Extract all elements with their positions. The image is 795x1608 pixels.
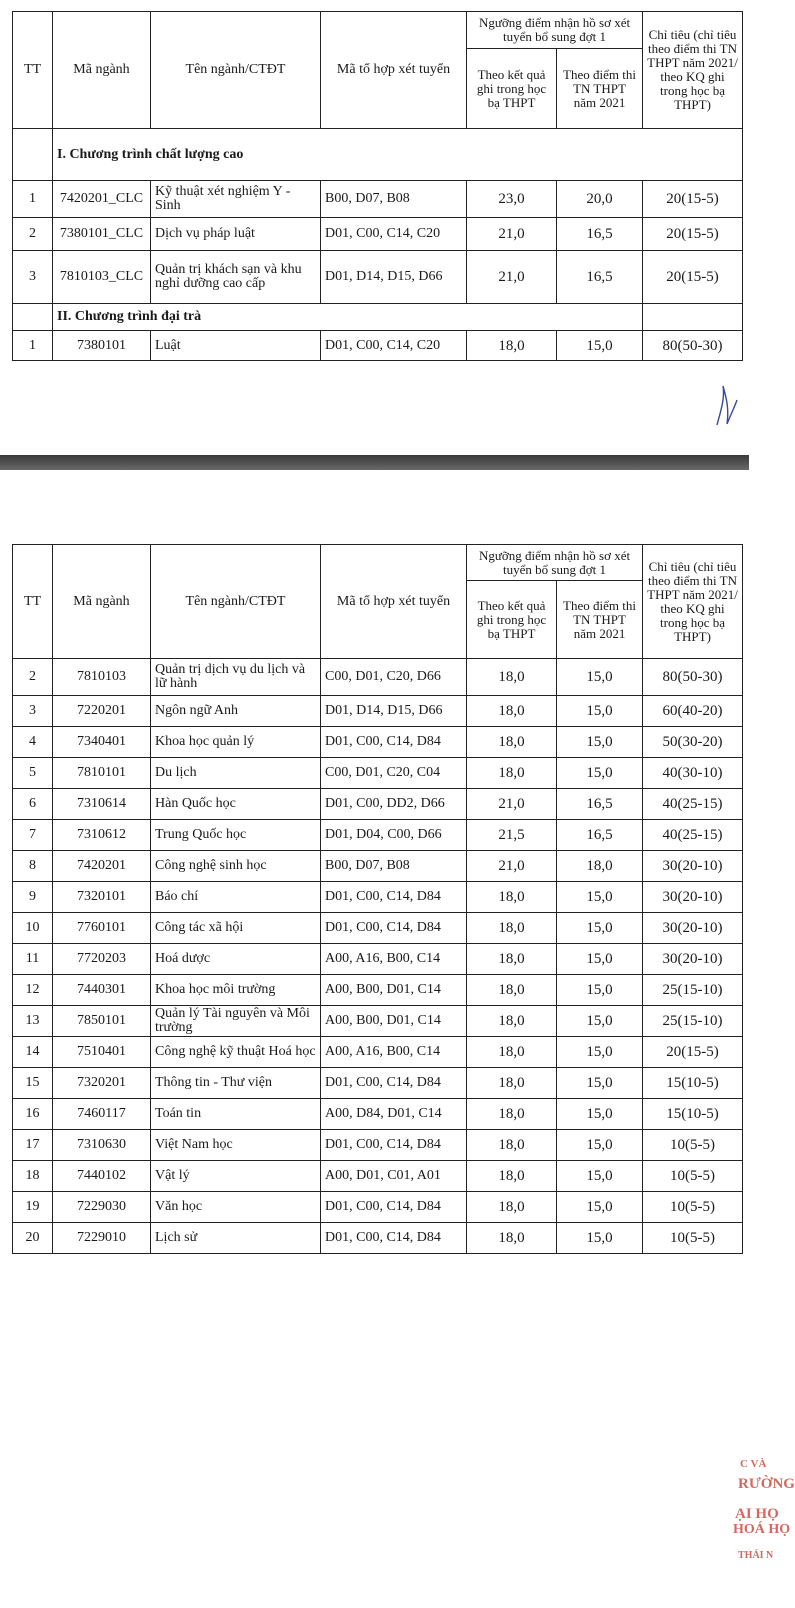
cell-hoc-ba: 23,0: [467, 181, 557, 218]
table-row: [13, 696, 743, 727]
col-header-thi-tn: Theo điểm thi TN THPT năm 2021: [557, 581, 643, 659]
cell-tt: 3: [13, 251, 53, 304]
table-row: [13, 789, 743, 820]
cell-chi-tieu: 40(25-15): [643, 789, 743, 820]
cell-to-hop: D01, D04, C00, D66: [321, 820, 467, 851]
cell-to-hop: D01, C00, C14, D84: [321, 882, 467, 913]
cell-hoc-ba: 18,0: [467, 331, 557, 361]
cell-hoc-ba: 18,0: [467, 1037, 557, 1068]
cell-ma-nganh: 7440102: [53, 1161, 151, 1192]
table-row: [13, 251, 743, 304]
cell-ten-nganh: Khoa học môi trường: [151, 975, 321, 1006]
cell-to-hop: D01, D14, D15, D66: [321, 696, 467, 727]
cell-chi-tieu: 15(10-5): [643, 1099, 743, 1130]
cell-ma-nganh: 7310614: [53, 789, 151, 820]
cell-ten-nganh: Công nghệ kỹ thuật Hoá học: [151, 1037, 321, 1068]
cell-ten-nganh: Thông tin - Thư viện: [151, 1068, 321, 1099]
cell-chi-tieu: 20(15-5): [643, 1037, 743, 1068]
cell-chi-tieu: 15(10-5): [643, 1068, 743, 1099]
cell-thi-tn: 15,0: [557, 1037, 643, 1068]
cell-ten-nganh: Dịch vụ pháp luật: [151, 218, 321, 251]
cell-ten-nganh: Lịch sử: [151, 1223, 321, 1254]
cell-chi-tieu: 10(5-5): [643, 1223, 743, 1254]
table-row: [13, 1130, 743, 1161]
cell-hoc-ba: 21,0: [467, 251, 557, 304]
cell-chi-tieu: 60(40-20): [643, 696, 743, 727]
table-row: [13, 851, 743, 882]
cell-ma-nganh: 7229010: [53, 1223, 151, 1254]
cell-ma-nganh: 7440301: [53, 975, 151, 1006]
cell-ma-nganh: 7760101: [53, 913, 151, 944]
table-row: [13, 1099, 743, 1130]
cell-hoc-ba: 18,0: [467, 882, 557, 913]
cell-hoc-ba: 21,0: [467, 789, 557, 820]
cell-thi-tn: 15,0: [557, 913, 643, 944]
cell-thi-tn: 15,0: [557, 659, 643, 696]
cell-chi-tieu: 20(15-5): [643, 218, 743, 251]
admission-table-1: [12, 11, 743, 361]
cell-ma-nganh: 7810103: [53, 659, 151, 696]
cell-to-hop: C00, D01, C20, C04: [321, 758, 467, 789]
cell-tt: 8: [13, 851, 53, 882]
cell-ten-nganh: Toán tin: [151, 1099, 321, 1130]
cell-tt: 17: [13, 1130, 53, 1161]
cell-chi-tieu: 10(5-5): [643, 1192, 743, 1223]
cell-hoc-ba: 18,0: [467, 944, 557, 975]
cell-ten-nganh: Quản trị dịch vụ du lịch và lữ hành: [151, 659, 321, 696]
cell-ten-nganh: Hoá dược: [151, 944, 321, 975]
cell-thi-tn: 15,0: [557, 1192, 643, 1223]
cell-to-hop: D01, C00, C14, D84: [321, 913, 467, 944]
cell-ma-nganh: 7229030: [53, 1192, 151, 1223]
cell-ten-nganh: Công tác xã hội: [151, 913, 321, 944]
cell-ma-nganh: 7320101: [53, 882, 151, 913]
cell-chi-tieu: 80(50-30): [643, 331, 743, 361]
cell-tt: 5: [13, 758, 53, 789]
cell-to-hop: A00, D01, C01, A01: [321, 1161, 467, 1192]
table-row: [13, 331, 743, 361]
cell-ten-nganh: Luật: [151, 331, 321, 361]
cell-tt: 20: [13, 1223, 53, 1254]
cell-chi-tieu: 25(15-10): [643, 1006, 743, 1037]
cell-thi-tn: 15,0: [557, 758, 643, 789]
cell-tt: 16: [13, 1099, 53, 1130]
cell-hoc-ba: 21,0: [467, 218, 557, 251]
cell-tt: 14: [13, 1037, 53, 1068]
cell-ten-nganh: Việt Nam học: [151, 1130, 321, 1161]
cell-thi-tn: 15,0: [557, 1099, 643, 1130]
cell-to-hop: D01, C00, C14, D84: [321, 1223, 467, 1254]
cell-ten-nganh: Trung Quốc học: [151, 820, 321, 851]
table-row: [13, 882, 743, 913]
col-header-to-hop: Mã tổ hợp xét tuyển: [321, 545, 467, 659]
cell-ten-nganh: Quản trị khách sạn và khu nghỉ dưỡng cao cấp: [151, 251, 321, 304]
cell-to-hop: A00, B00, D01, C14: [321, 975, 467, 1006]
cell-hoc-ba: 18,0: [467, 1130, 557, 1161]
cell-ma-nganh: 7810103_CLC: [53, 251, 151, 304]
cell-thi-tn: 18,0: [557, 851, 643, 882]
cell-hoc-ba: 18,0: [467, 975, 557, 1006]
cell-tt: 18: [13, 1161, 53, 1192]
cell-chi-tieu: 50(30-20): [643, 727, 743, 758]
table-row: [13, 1161, 743, 1192]
cell-tt: 9: [13, 882, 53, 913]
cell-to-hop: D01, C00, C14, D84: [321, 1130, 467, 1161]
col-header-tt: TT: [13, 545, 53, 659]
cell-hoc-ba: 18,0: [467, 659, 557, 696]
cell-hoc-ba: 21,0: [467, 851, 557, 882]
cell-ma-nganh: 7850101: [53, 1006, 151, 1037]
cell-hoc-ba: 18,0: [467, 696, 557, 727]
table-row: [13, 218, 743, 251]
cell-thi-tn: 15,0: [557, 727, 643, 758]
cell-to-hop: B00, D07, B08: [321, 181, 467, 218]
cell-to-hop: C00, D01, C20, D66: [321, 659, 467, 696]
col-header-nguong: Ngưỡng điểm nhận hồ sơ xét tuyển bổ sung đợt 1: [467, 12, 643, 49]
cell-to-hop: D01, C00, C14, C20: [321, 331, 467, 361]
cell-hoc-ba: 18,0: [467, 1006, 557, 1037]
cell-hoc-ba: 18,0: [467, 1223, 557, 1254]
cell-tt: 1: [13, 181, 53, 218]
cell-ma-nganh: 7420201_CLC: [53, 181, 151, 218]
table-row: [13, 1037, 743, 1068]
cell-ma-nganh: 7340401: [53, 727, 151, 758]
cell-hoc-ba: 18,0: [467, 727, 557, 758]
cell-hoc-ba: 18,0: [467, 913, 557, 944]
table-row: [13, 1192, 743, 1223]
cell-thi-tn: 15,0: [557, 1161, 643, 1192]
section-title-dai-tra: II. Chương trình đại trà: [53, 304, 643, 331]
cell-ma-nganh: 7310612: [53, 820, 151, 851]
col-header-chi-tieu: Chỉ tiêu (chỉ tiêu theo điểm thi TN THPT năm 2021/ theo KQ ghi trong học bạ THPT): [643, 545, 743, 659]
table-row: [13, 181, 743, 218]
cell-thi-tn: 16,5: [557, 218, 643, 251]
cell-tt: 7: [13, 820, 53, 851]
cell-ma-nganh: 7720203: [53, 944, 151, 975]
cell-tt: 12: [13, 975, 53, 1006]
cell-tt: 11: [13, 944, 53, 975]
cell-thi-tn: 16,5: [557, 820, 643, 851]
col-header-nguong: Ngưỡng điểm nhận hồ sơ xét tuyển bổ sung đợt 1: [467, 545, 643, 581]
cell-chi-tieu: 30(20-10): [643, 882, 743, 913]
col-header-ten-nganh: Tên ngành/CTĐT: [151, 545, 321, 659]
cell-ten-nganh: Hàn Quốc học: [151, 789, 321, 820]
admission-table-2: [12, 544, 743, 1254]
cell-thi-tn: 20,0: [557, 181, 643, 218]
cell-thi-tn: 15,0: [557, 975, 643, 1006]
cell-chi-tieu: 10(5-5): [643, 1161, 743, 1192]
cell-thi-tn: 15,0: [557, 882, 643, 913]
cell-chi-tieu: 40(30-10): [643, 758, 743, 789]
cell-thi-tn: 16,5: [557, 251, 643, 304]
table-row: [13, 913, 743, 944]
cell-thi-tn: 15,0: [557, 1130, 643, 1161]
table-row: [13, 820, 743, 851]
cell-thi-tn: 15,0: [557, 696, 643, 727]
cell-ten-nganh: Quản lý Tài nguyên và Môi trường: [151, 1006, 321, 1037]
cell-ten-nganh: Du lịch: [151, 758, 321, 789]
cell-to-hop: D01, C00, C14, C20: [321, 218, 467, 251]
cell-ten-nganh: Ngôn ngữ Anh: [151, 696, 321, 727]
col-header-ma-nganh: Mã ngành: [53, 12, 151, 129]
col-header-ma-nganh: Mã ngành: [53, 545, 151, 659]
cell-to-hop: B00, D07, B08: [321, 851, 467, 882]
cell-chi-tieu: 30(20-10): [643, 851, 743, 882]
cell-ma-nganh: 7810101: [53, 758, 151, 789]
section-title-clc: I. Chương trình chất lượng cao: [53, 129, 743, 181]
table-row: [13, 758, 743, 789]
cell-thi-tn: 15,0: [557, 1006, 643, 1037]
table-row: [13, 1006, 743, 1037]
cell-thi-tn: 16,5: [557, 789, 643, 820]
cell-to-hop: D01, D14, D15, D66: [321, 251, 467, 304]
col-header-thi-tn: Theo điểm thi TN THPT năm 2021: [557, 49, 643, 129]
cell-to-hop: D01, C00, DD2, D66: [321, 789, 467, 820]
table-row: [13, 944, 743, 975]
cell-tt: 3: [13, 696, 53, 727]
col-header-hoc-ba: Theo kết quả ghi trong học bạ THPT: [467, 49, 557, 129]
cell-hoc-ba: 18,0: [467, 1161, 557, 1192]
table-row: [13, 659, 743, 696]
cell-tt: 1: [13, 331, 53, 361]
cell-hoc-ba: 18,0: [467, 1099, 557, 1130]
cell-ten-nganh: Vật lý: [151, 1161, 321, 1192]
table-row: [13, 727, 743, 758]
cell-chi-tieu: 80(50-30): [643, 659, 743, 696]
cell-ma-nganh: 7310630: [53, 1130, 151, 1161]
cell-tt: 4: [13, 727, 53, 758]
cell-ma-nganh: 7420201: [53, 851, 151, 882]
col-header-ten-nganh: Tên ngành/CTĐT: [151, 12, 321, 129]
cell-chi-tieu: 30(20-10): [643, 913, 743, 944]
cell-ma-nganh: 7380101: [53, 331, 151, 361]
table-row: [13, 1068, 743, 1099]
cell-to-hop: D01, C00, C14, D84: [321, 1192, 467, 1223]
cell-tt: 6: [13, 789, 53, 820]
cell-hoc-ba: 18,0: [467, 758, 557, 789]
cell-chi-tieu: 25(15-10): [643, 975, 743, 1006]
cell-chi-tieu: 20(15-5): [643, 251, 743, 304]
cell-ma-nganh: 7510401: [53, 1037, 151, 1068]
cell-hoc-ba: 21,5: [467, 820, 557, 851]
cell-to-hop: D01, C00, C14, D84: [321, 1068, 467, 1099]
cell-hoc-ba: 18,0: [467, 1192, 557, 1223]
cell-ten-nganh: Kỹ thuật xét nghiệm Y - Sinh: [151, 181, 321, 218]
cell-tt: 13: [13, 1006, 53, 1037]
cell-chi-tieu: 30(20-10): [643, 944, 743, 975]
page-separator: [0, 455, 749, 470]
signature-initials: [711, 380, 741, 430]
cell-ten-nganh: Văn học: [151, 1192, 321, 1223]
cell-ma-nganh: 7220201: [53, 696, 151, 727]
col-header-tt: TT: [13, 12, 53, 129]
col-header-chi-tieu: Chỉ tiêu (chỉ tiêu theo điểm thi TN THPT năm 2021/ theo KQ ghi trong học bạ THPT): [643, 12, 743, 129]
cell-tt: 19: [13, 1192, 53, 1223]
cell-thi-tn: 15,0: [557, 331, 643, 361]
cell-hoc-ba: 18,0: [467, 1068, 557, 1099]
cell-tt: 2: [13, 218, 53, 251]
cell-thi-tn: 15,0: [557, 1223, 643, 1254]
cell-to-hop: A00, A16, B00, C14: [321, 944, 467, 975]
col-header-hoc-ba: Theo kết quả ghi trong học bạ THPT: [467, 581, 557, 659]
cell-thi-tn: 15,0: [557, 1068, 643, 1099]
cell-tt: 2: [13, 659, 53, 696]
cell-to-hop: A00, D84, D01, C14: [321, 1099, 467, 1130]
cell-chi-tieu: 10(5-5): [643, 1130, 743, 1161]
cell-to-hop: A00, B00, D01, C14: [321, 1006, 467, 1037]
cell-to-hop: D01, C00, C14, D84: [321, 727, 467, 758]
col-header-to-hop: Mã tổ hợp xét tuyển: [321, 12, 467, 129]
document-page-2: [0, 470, 795, 1561]
cell-ma-nganh: 7320201: [53, 1068, 151, 1099]
cell-thi-tn: 15,0: [557, 944, 643, 975]
cell-ten-nganh: Công nghệ sinh học: [151, 851, 321, 882]
document-page-1: [0, 0, 749, 455]
cell-tt: 10: [13, 913, 53, 944]
table-row: [13, 1223, 743, 1254]
cell-chi-tieu: 20(15-5): [643, 181, 743, 218]
cell-tt: 15: [13, 1068, 53, 1099]
cell-to-hop: A00, A16, B00, C14: [321, 1037, 467, 1068]
cell-chi-tieu: 40(25-15): [643, 820, 743, 851]
cell-ten-nganh: Báo chí: [151, 882, 321, 913]
table-row: [13, 975, 743, 1006]
official-seal: C VÀ RƯỜNG ẠI HỌ HOÁ HỌ THÁI N: [733, 1458, 795, 1561]
cell-ma-nganh: 7380101_CLC: [53, 218, 151, 251]
cell-ten-nganh: Khoa học quản lý: [151, 727, 321, 758]
cell-ma-nganh: 7460117: [53, 1099, 151, 1130]
